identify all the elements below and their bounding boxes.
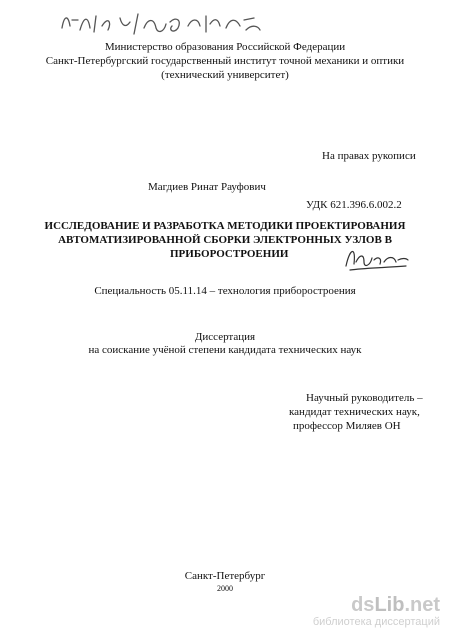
specialty-line: Специальность 05.11.14 – технология приборостроения (94, 285, 356, 297)
handwritten-note (58, 6, 268, 40)
rights-note: На правах рукописи (322, 150, 416, 162)
title-line-3: ПРИБОРОСТРОЕНИИ (170, 248, 289, 260)
ministry-line: Министерство образования Российской Федерации (104, 41, 346, 53)
place: Санкт-Петербург (184, 570, 266, 582)
dslib-logo: dsLib.net (351, 594, 440, 616)
udc-code: УДК 621.396.6.002.2 (306, 199, 402, 211)
supervisor-role: Научный руководитель – (306, 392, 423, 404)
author-name: Магдиев Ринат Рауфович (148, 181, 266, 193)
supervisor-name: профессор Миляев ОН (293, 420, 401, 432)
dissertation-purpose: на соискание учёной степени кандидата технических наук (88, 344, 362, 356)
year: 2000 (217, 584, 233, 593)
dslib-watermark (313, 595, 440, 628)
title-line-2: АВТОМАТИЗИРОВАННОЙ СБОРКИ ЭЛЕКТРОННЫХ УЗЛОВ В (58, 234, 392, 246)
institute-line: Санкт-Петербургский государственный институт точной механики и оптики (45, 55, 405, 67)
supervisor-degree: кандидат технических наук, (289, 406, 420, 418)
dissertation-label: Диссертация (194, 331, 256, 343)
signature-mark (342, 242, 412, 276)
dslib-subtitle: библиотека диссертаций (312, 616, 440, 628)
university-line: (технический университет) (161, 69, 289, 81)
title-line-1: ИССЛЕДОВАНИЕ И РАЗРАБОТКА МЕТОДИКИ ПРОЕКТИРОВАНИЯ (44, 220, 406, 232)
